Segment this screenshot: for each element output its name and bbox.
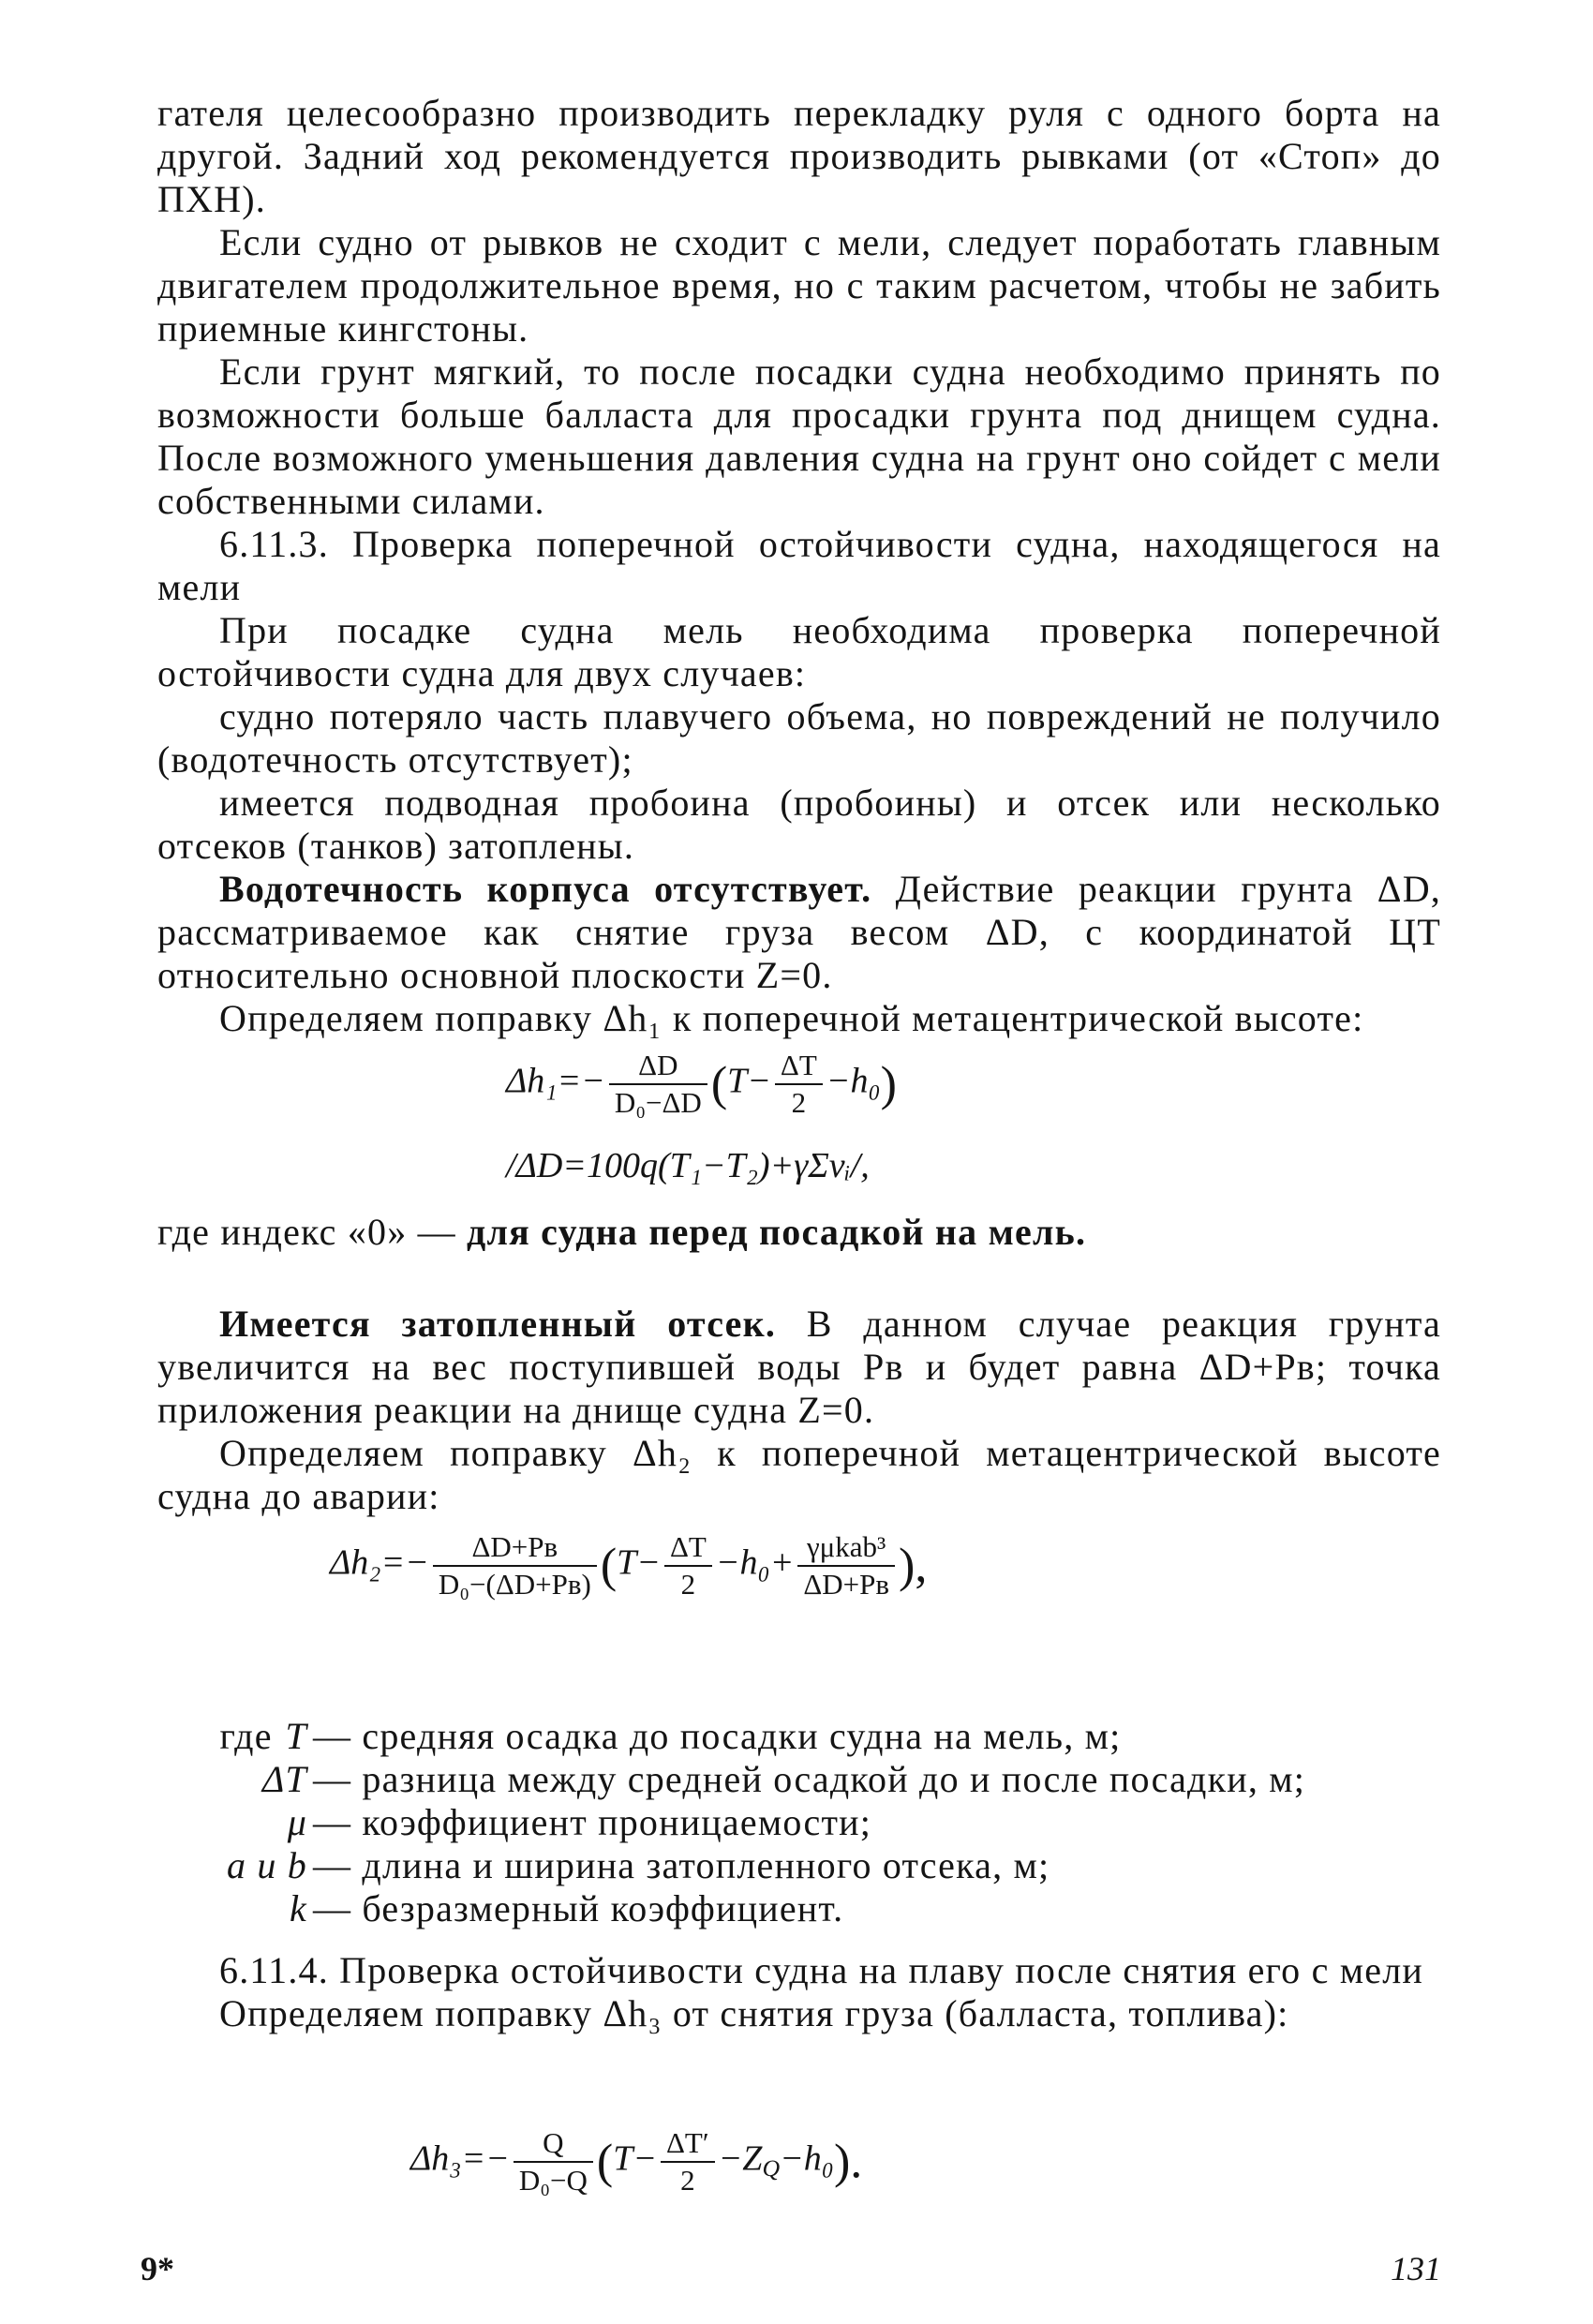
definition-text: — разница между средней осадкой до и после посадки, м; xyxy=(313,1758,1306,1800)
eq-numerator: ΔT xyxy=(664,1529,712,1567)
paragraph: имеется подводная пробоина (пробоины) и отсек или несколько отсеков (танков) затоплены. xyxy=(157,782,1441,867)
definition-text: — длина и ширина затопленного отсека, м; xyxy=(313,1844,1050,1886)
eq-term: −h₀ xyxy=(826,1061,881,1101)
eq-line: /ΔD=100q(T₁−T₂)+γΣvᵢ/, xyxy=(506,1146,870,1185)
where-label: где xyxy=(219,1715,273,1757)
definition-symbol: k xyxy=(290,1887,307,1929)
paragraph-text: В данном случае реакция грунта увеличится на вес поступившей воды Pв и будет равна ΔD+Pв; точка приложения реакции на днище судна Z=0. xyxy=(157,1303,1441,1431)
definition-row xyxy=(157,1844,1451,1887)
eq-term: T− xyxy=(617,1542,661,1583)
definition-text: — коэффициент проницаемости; xyxy=(313,1801,872,1843)
eq-fraction xyxy=(797,1529,895,1602)
bold-text: для судна перед посадкой на мель. xyxy=(467,1211,1087,1253)
eq-numerator: ΔT′ xyxy=(661,2125,715,2163)
eq-term: T− xyxy=(727,1061,771,1101)
eq-term: −Z xyxy=(718,2138,763,2179)
definition-row xyxy=(157,1887,1451,1930)
eq-denominator: D₀−Q xyxy=(518,2164,588,2197)
eq-term: T− xyxy=(613,2138,657,2179)
definition-row xyxy=(157,1715,1451,1758)
eq-denominator: 2 xyxy=(680,1568,696,1601)
eq-denominator: 2 xyxy=(791,1086,807,1119)
definitions-list xyxy=(157,1715,1451,1930)
definition-symbol: a и b xyxy=(227,1844,307,1886)
definition-row xyxy=(157,1801,1451,1844)
eq-paren: ( xyxy=(600,1539,618,1593)
text-block-bottom xyxy=(157,1949,1441,2035)
eq-numerator: ΔT xyxy=(775,1048,823,1085)
eq-lhs: Δh₁=− xyxy=(506,1061,605,1101)
paragraph-text: Действие реакции грунта ΔD, рассматриваемое как снятие груза весом ΔD, с координатой ЦТ относительно основной плоскости Z=0. xyxy=(157,868,1441,996)
eq-fraction xyxy=(433,1529,597,1602)
eq-fraction xyxy=(664,1529,712,1602)
definition-symbol: μ xyxy=(287,1801,307,1843)
eq-paren: ) xyxy=(880,1057,897,1111)
definition-text: — средняя осадка до посадки судна на мель, м; xyxy=(313,1715,1122,1757)
definition-symbol: ΔT xyxy=(261,1758,307,1800)
equation-dh1 xyxy=(506,1048,897,1121)
eq-numerator: γμkab³ xyxy=(797,1529,895,1567)
eq-denominator: ΔD+Pв xyxy=(803,1568,889,1601)
paragraph xyxy=(157,868,1441,997)
eq-numerator: ΔD+Pв xyxy=(433,1529,597,1567)
eq-lhs: Δh₂=− xyxy=(330,1542,429,1583)
eq-numerator: ΔD xyxy=(609,1048,707,1085)
definition-row xyxy=(157,1758,1451,1801)
equation-dd xyxy=(506,1145,870,1186)
paragraph: Если грунт мягкий, то после посадки судна необходимо принять по возможности больше балласта для просадки грунта под днищем судна. После возможного уменьшения давления судна на грунт оно сойдет с мели собственными силами. xyxy=(157,350,1441,522)
eq-denominator: 2 xyxy=(680,2164,695,2197)
bold-lead: Имеется затопленный отсек. xyxy=(219,1303,777,1345)
eq-denominator: D₀−(ΔD+Pв) xyxy=(438,1568,591,1601)
eq-denominator: D₀−ΔD xyxy=(614,1086,702,1119)
eq-paren: ( xyxy=(596,2135,614,2189)
paragraph: Если судно от рывков не сходит с мели, следует поработать главным двигателем продолжительное время, но с таким расчетом, чтобы не забить приемные кингстоны. xyxy=(157,221,1441,350)
eq-paren: ), xyxy=(899,1539,928,1593)
paragraph: При посадке судна мель необходима проверка поперечной остойчивости судна для двух случаев: xyxy=(157,609,1441,694)
paragraph: Определяем поправку Δh₂ к поперечной метацентрической высоте судна до аварии: xyxy=(157,1432,1441,1517)
eq-paren: ). xyxy=(833,2135,863,2189)
paragraph: судно потеряло часть плавучего объема, но повреждений не получило (водотечность отсутствует); xyxy=(157,695,1441,781)
eq-subscript: Q xyxy=(762,2154,781,2182)
eq-numerator: Q xyxy=(514,2125,593,2163)
eq-fraction xyxy=(514,2125,593,2198)
paragraph: Определяем поправку Δh₁ к поперечной метацентрической высоте: xyxy=(219,997,1364,1039)
eq-term: −h₀ xyxy=(780,2138,834,2179)
section-heading: 6.11.3. Проверка поперечной остойчивости судна, находящегося на мели xyxy=(157,523,1441,608)
eq-fraction xyxy=(609,1048,707,1121)
text-block-top xyxy=(157,92,1441,1040)
equation-dh3 xyxy=(410,2125,862,2198)
definition-symbol xyxy=(157,1715,313,1758)
symbol-text: T xyxy=(285,1715,307,1757)
definition-text: — безразмерный коэффициент. xyxy=(313,1887,844,1929)
paragraph xyxy=(157,1303,1441,1432)
paragraph xyxy=(157,1211,1441,1254)
eq-lhs: Δh₃=− xyxy=(410,2138,510,2179)
bold-lead: Водотечность корпуса отсутствует. xyxy=(219,868,872,910)
eq-paren: ( xyxy=(710,1057,728,1111)
paragraph: гателя целесообразно производить перекладку руля с одного борта на другой. Задний ход рекомендуется производить рывками (от «Стоп» до ПХН). xyxy=(157,92,1441,220)
eq-fraction xyxy=(661,2125,715,2198)
paragraph-text: где индекс «0» — xyxy=(157,1211,468,1253)
text-block-middle xyxy=(157,1211,1441,1518)
signature-mark: 9* xyxy=(141,2250,174,2287)
equation-dh2 xyxy=(330,1529,927,1602)
page-number: 131 xyxy=(1391,2250,1441,2287)
section-heading: 6.11.4. Проверка остойчивости судна на плаву после снятия его с мели xyxy=(219,1949,1423,1991)
eq-term: −h₀+ xyxy=(715,1542,795,1583)
paragraph: Определяем поправку Δh₃ от снятия груза (балласта, топлива): xyxy=(219,1992,1289,2034)
eq-fraction xyxy=(775,1048,823,1121)
